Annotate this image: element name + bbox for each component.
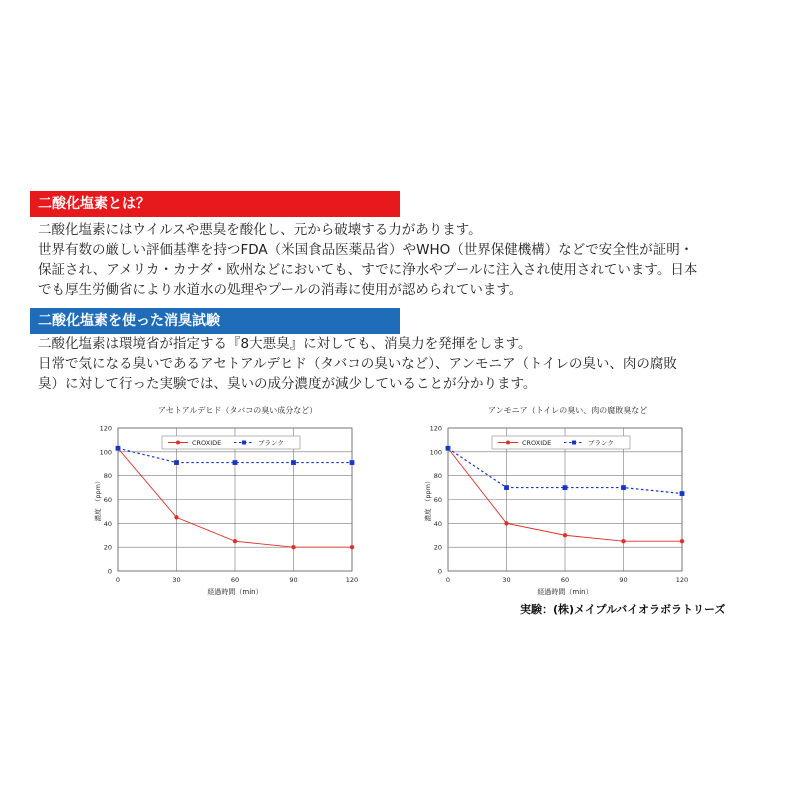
data-point: [563, 533, 567, 537]
x-tick-label: 60: [560, 576, 570, 584]
body-line: 二酸化塩素にはウイルスや悪臭を酸化し、元から破壊する力があります。: [38, 222, 482, 238]
y-tick-label: 80: [433, 472, 442, 481]
body-line: 臭）に対して行った実験では、臭いの成分濃度が減少していることが分かります。: [38, 376, 537, 392]
data-point: [504, 485, 509, 490]
legend-marker: [176, 441, 180, 445]
data-point: [174, 515, 178, 519]
x-tick-label: 30: [502, 576, 511, 584]
data-point: [291, 545, 295, 549]
data-point: [621, 539, 625, 543]
x-tick-label: 0: [445, 576, 451, 584]
y-tick-label: 0: [437, 567, 442, 576]
section-body-what-is: [38, 220, 778, 300]
legend-marker: [572, 441, 576, 445]
y-tick-label: 60: [433, 496, 442, 504]
x-tick-label: 120: [345, 576, 359, 584]
y-tick-label: 40: [433, 519, 442, 528]
body-line: 保証され、アメリカ・カナダ・欧州などにおいても、すでに浄水やプールに注入され使用されています。日本: [38, 262, 698, 278]
y-tick-label: 80: [103, 472, 112, 481]
data-point: [233, 539, 237, 543]
x-axis-label: 経過時間（min）: [537, 588, 593, 596]
x-tick-label: 90: [619, 576, 628, 584]
data-point: [116, 446, 121, 451]
chart-title: アンモニア（トイレの臭い、肉の腐敗臭など: [488, 406, 648, 415]
section-title-deodorize-test: 二酸化塩素を使った消臭試験: [30, 308, 400, 334]
legend-label: ブランク: [588, 438, 614, 447]
section-title-what-is: 二酸化塩素とは？: [30, 191, 400, 217]
data-point: [350, 545, 354, 549]
y-tick-label: 0: [107, 567, 112, 576]
data-point: [291, 460, 296, 465]
y-tick-label: 40: [103, 519, 112, 528]
data-point: [233, 460, 238, 465]
data-point: [621, 485, 626, 490]
body-line: 日常で気になる臭いであるアセトアルデヒド（タバコの臭いなど）、アンモニア（トイレの臭い、肉の腐敗: [38, 356, 677, 372]
legend-marker: [242, 441, 246, 445]
x-tick-label: 120: [675, 576, 689, 584]
ammonia-chart: [420, 400, 710, 600]
x-tick-label: 30: [172, 576, 181, 584]
body-line: 二酸化塩素は環境省が指定する『8大悪臭』に対しても、消臭力を発揮をします。: [38, 336, 532, 352]
y-tick-label: 20: [103, 543, 112, 552]
data-point: [446, 446, 451, 451]
y-tick-label: 60: [103, 496, 112, 504]
data-point: [350, 460, 355, 465]
y-axis-label: 濃度 （ppm）: [94, 477, 102, 522]
x-tick-label: 60: [230, 576, 240, 584]
data-point: [504, 521, 508, 525]
y-tick-label: 20: [433, 543, 442, 552]
x-tick-label: 90: [289, 576, 298, 584]
acetaldehyde-chart: [90, 400, 380, 600]
legend-label: ブランク: [258, 438, 284, 447]
data-point: [563, 485, 568, 490]
y-tick-label: 100: [429, 448, 442, 457]
chart-svg: [90, 400, 380, 600]
data-point: [680, 539, 684, 543]
body-line: 世界有数の厳しい評価基準を持つFDA（米国食品医薬品省）やWHO（世界保健機構）などで安全性が証明・: [38, 242, 694, 258]
y-tick-label: 120: [429, 424, 442, 433]
data-point: [680, 491, 685, 496]
legend-label: CROXIDE: [522, 438, 552, 447]
y-tick-label: 100: [99, 448, 112, 457]
chart-title: アセトアルデヒド（タバコの臭い成分など）: [158, 406, 318, 415]
legend-marker: [506, 441, 510, 445]
chart-svg: [420, 400, 710, 600]
experiment-credit: 実験：(株)メイプルバイオラボラトリーズ: [520, 603, 726, 616]
y-axis-label: 濃度 （ppm）: [424, 477, 432, 522]
data-point: [174, 460, 179, 465]
y-tick-label: 120: [99, 424, 112, 433]
body-line: でも厚生労働省により水道水の処理やプールの消毒に使用が認められています。: [38, 282, 523, 298]
x-tick-label: 0: [115, 576, 121, 584]
x-axis-label: 経過時間（min）: [207, 588, 263, 596]
legend-label: CROXIDE: [192, 438, 222, 447]
section-body-deodorize-test: [38, 334, 778, 394]
